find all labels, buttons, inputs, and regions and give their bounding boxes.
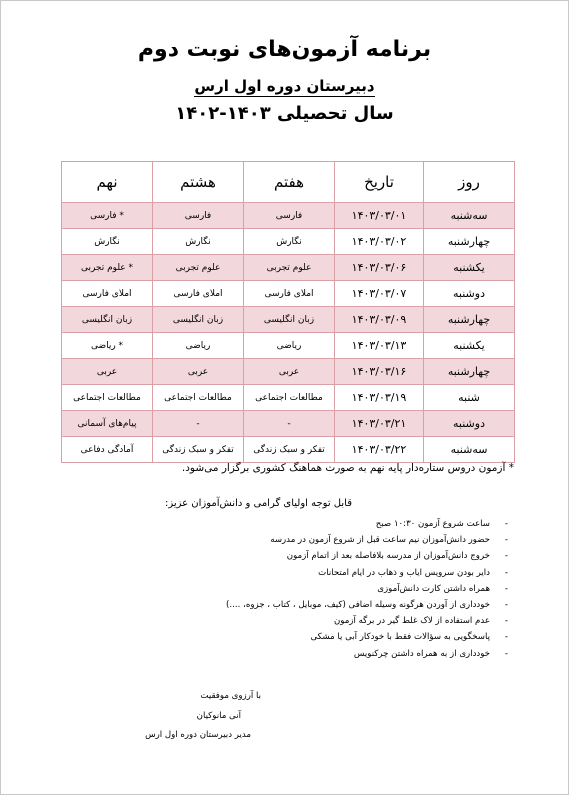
column-header-grade7: هفتم: [244, 162, 335, 203]
grade8-cell: فارسی: [153, 203, 244, 229]
school-name-text: دبیرستان دوره اول ارس: [194, 77, 375, 95]
grade7-cell: عربی: [244, 359, 335, 385]
grade7-cell: نگارش: [244, 229, 335, 255]
grade7-cell: زبان انگلیسی: [244, 307, 335, 333]
page-title: برنامه آزمون‌های نوبت دوم: [137, 37, 432, 62]
table-body: [62, 203, 515, 463]
grade8-cell: مطالعات اجتماعی: [153, 385, 244, 411]
academic-year: سال تحصیلی ۱۴۰۳-۱۴۰۲: [175, 103, 394, 124]
column-header-grade8: هشتم: [153, 162, 244, 203]
date-cell: ۱۴۰۳/۰۳/۱۹: [335, 385, 424, 411]
list-item: - همراه داشتن کارت دانش‌آموزی: [226, 581, 508, 597]
table-row: [62, 203, 515, 229]
table-row: [62, 229, 515, 255]
date-cell: ۱۴۰۳/۰۳/۰۶: [335, 255, 424, 281]
day-cell: چهارشنبه: [424, 359, 515, 385]
signature-name: آنی مانوکیان: [196, 710, 241, 721]
list-item: - دایر بودن سرویس ایاب و ذهاب در ایام امتحانات: [226, 565, 508, 581]
signature-role: مدیر دبیرستان دوره اول ارس: [145, 730, 251, 740]
day-cell: چهارشنبه: [424, 229, 515, 255]
grade9-cell: * فارسی: [62, 203, 153, 229]
grade7-cell: مطالعات اجتماعی: [244, 385, 335, 411]
grade7-cell: املای فارسی: [244, 281, 335, 307]
grade8-cell: -: [153, 411, 244, 437]
list-item: - حضور دانش‌آموزان نیم ساعت قبل از شروع آزمون در مدرسه: [226, 532, 508, 548]
exam-schedule-table: [61, 161, 515, 463]
day-cell: سه‌شنبه: [424, 203, 515, 229]
date-cell: ۱۴۰۳/۰۳/۰۱: [335, 203, 424, 229]
grade8-cell: تفکر و سبک زندگی: [153, 437, 244, 463]
date-cell: ۱۴۰۳/۰۳/۰۹: [335, 307, 424, 333]
list-item: - عدم استفاده از لاک غلط گیر در برگه آزمون: [226, 613, 508, 629]
table-header-row: [62, 162, 515, 203]
table-row: [62, 385, 515, 411]
grade7-cell: علوم تجربی: [244, 255, 335, 281]
school-name: [1, 77, 568, 95]
column-header-day: روز: [424, 162, 515, 203]
grade9-cell: عربی: [62, 359, 153, 385]
date-cell: ۱۴۰۳/۰۳/۲۲: [335, 437, 424, 463]
table-row: [62, 281, 515, 307]
table-row: [62, 307, 515, 333]
column-header-date: تاریخ: [335, 162, 424, 203]
date-cell: ۱۴۰۳/۰۳/۱۶: [335, 359, 424, 385]
day-cell: چهارشنبه: [424, 307, 515, 333]
national-exam-note: * آزمون دروس ستاره‌دار پایه نهم به صورت هماهنگ کشوری برگزار می‌شود.: [181, 462, 514, 474]
grade9-cell: نگارش: [62, 229, 153, 255]
date-cell: ۱۴۰۳/۰۳/۲۱: [335, 411, 424, 437]
grade7-cell: ریاضی: [244, 333, 335, 359]
day-cell: دوشنبه: [424, 281, 515, 307]
day-cell: شنبه: [424, 385, 515, 411]
grade7-cell: تفکر و سبک زندگی: [244, 437, 335, 463]
notes-heading: قابل توجه اولیای گرامی و دانش‌آموزان عزیز:: [164, 498, 352, 509]
grade8-cell: ریاضی: [153, 333, 244, 359]
date-cell: ۱۴۰۳/۰۳/۰۲: [335, 229, 424, 255]
list-item: - خروج دانش‌آموزان از مدرسه بلافاصله بعد از اتمام آزمون: [226, 548, 508, 564]
grade8-cell: نگارش: [153, 229, 244, 255]
notes-list: [226, 516, 508, 662]
grade9-cell: املای فارسی: [62, 281, 153, 307]
date-cell: ۱۴۰۳/۰۳/۰۷: [335, 281, 424, 307]
grade8-cell: املای فارسی: [153, 281, 244, 307]
grade9-cell: مطالعات اجتماعی: [62, 385, 153, 411]
day-cell: سه‌شنبه: [424, 437, 515, 463]
table-row: [62, 437, 515, 463]
grade9-cell: * ریاضی: [62, 333, 153, 359]
day-cell: دوشنبه: [424, 411, 515, 437]
grade9-cell: پیام‌های آسمانی: [62, 411, 153, 437]
grade8-cell: علوم تجربی: [153, 255, 244, 281]
table-row: [62, 255, 515, 281]
day-cell: یکشنبه: [424, 333, 515, 359]
table-row: [62, 411, 515, 437]
table-row: [62, 333, 515, 359]
list-item: - ساعت شروع آزمون ۱۰:۳۰ صبح: [226, 516, 508, 532]
grade9-cell: زبان انگلیسی: [62, 307, 153, 333]
grade9-cell: * علوم تجربی: [62, 255, 153, 281]
column-header-grade9: نهم: [62, 162, 153, 203]
table-row: [62, 359, 515, 385]
grade7-cell: -: [244, 411, 335, 437]
grade7-cell: فارسی: [244, 203, 335, 229]
list-item: - خودداری از آوردن هرگونه وسیله اضافی (کیف، موبایل ، کتاب ، جزوه، ....): [226, 597, 508, 613]
date-cell: ۱۴۰۳/۰۳/۱۳: [335, 333, 424, 359]
list-item: - پاسخگویی به سؤالات فقط با خودکار آبی یا مشکی: [226, 629, 508, 645]
grade8-cell: عربی: [153, 359, 244, 385]
signature-block: [101, 687, 261, 746]
list-item: - خودداری از به همراه داشتن چرکنویس: [226, 646, 508, 662]
grade9-cell: آمادگی دفاعی: [62, 437, 153, 463]
grade8-cell: زبان انگلیسی: [153, 307, 244, 333]
signature-wish: با آرزوی موفقیت: [200, 691, 261, 701]
day-cell: یکشنبه: [424, 255, 515, 281]
